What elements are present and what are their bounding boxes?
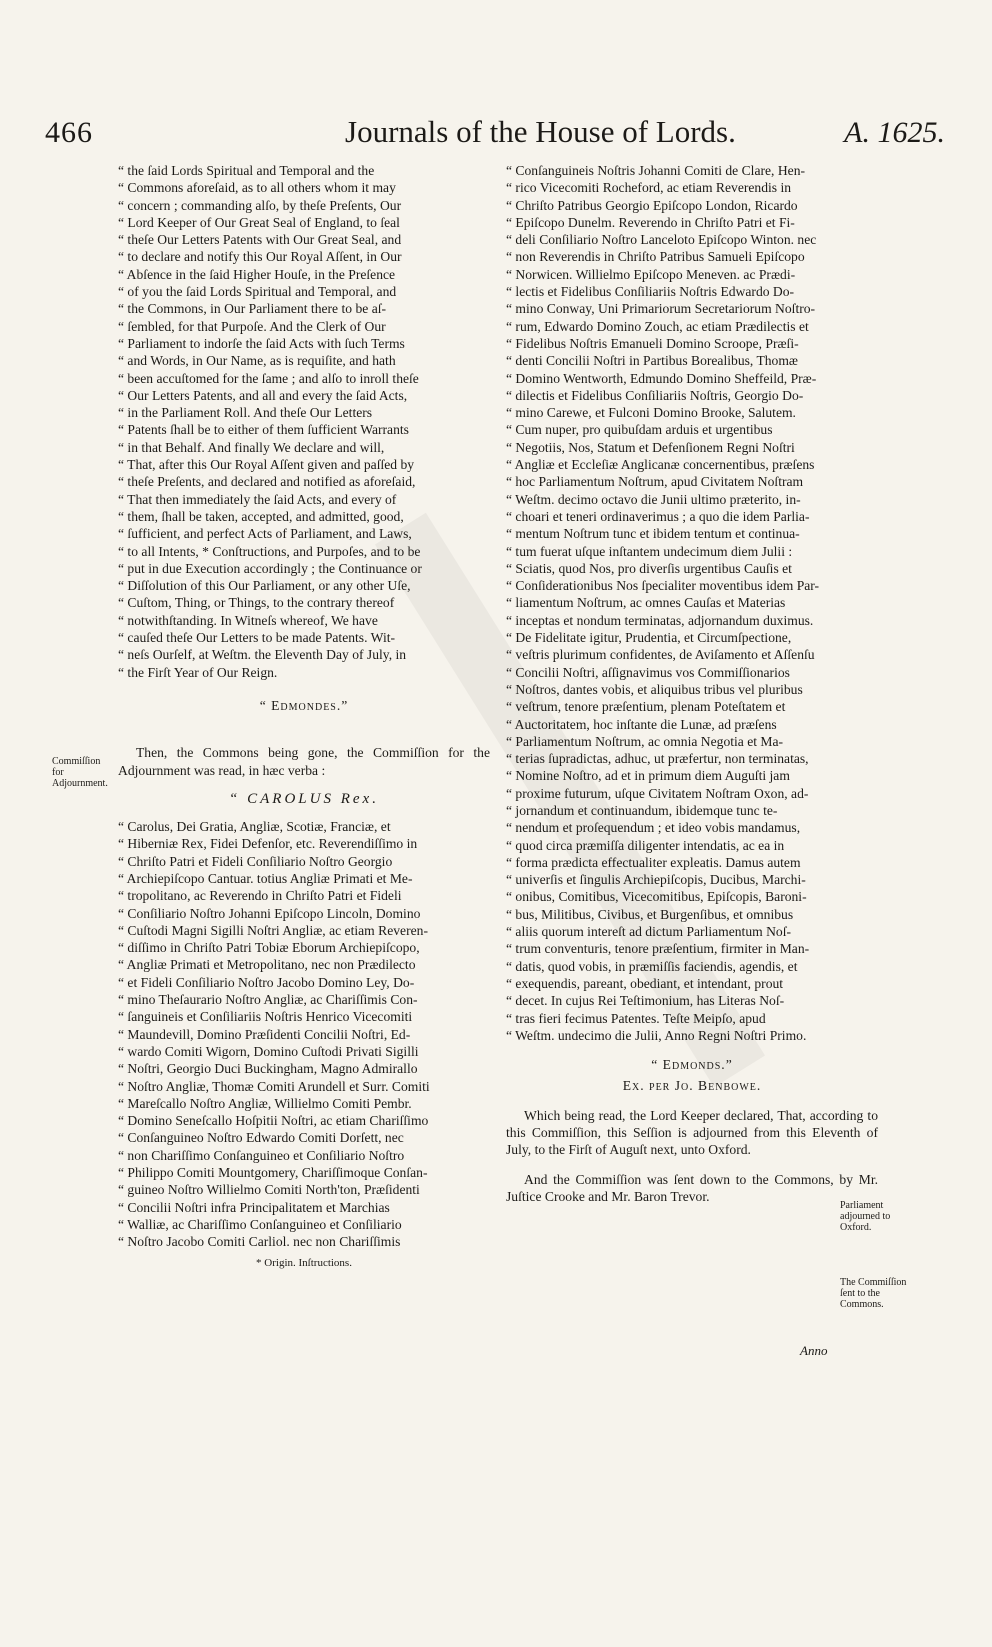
- text-line: “ inceptas et nondum terminatas, adjornandum duximus.: [506, 612, 814, 628]
- spacer: [506, 1159, 878, 1171]
- text-line: “ Norwicen. Willielmo Epiſcopo Meneven. ac Prædi-: [506, 266, 796, 282]
- text-line: “ trum conventuris, tenore præſentium, firmiter in Man-: [506, 941, 810, 957]
- text-line: “ mino Carewe, et Fulconi Domino Brooke, Salutem.: [506, 405, 796, 421]
- text-line: “ Mareſcallo Noſtro Angliæ, Willielmo Comiti Pembr.: [118, 1095, 412, 1111]
- spacer: [506, 1095, 878, 1107]
- text-line: “ quod circa præmiſſa diligenter intendatis, ac ea in: [506, 837, 785, 853]
- page-header: [45, 112, 945, 158]
- adjournment-intro: Then, the Commons being gone, the Commiſſion for the Adjournment was read, in hæc verba :: [118, 745, 490, 778]
- text-line: “ theſe Our Letters Patents with Our Great Seal, and: [118, 232, 402, 248]
- text-line: “ theſe Preſents, and declared and notified as aforeſaid,: [118, 474, 416, 490]
- text-line: “ Cuſtom, Thing, or Things, to the contrary thereof: [118, 595, 395, 611]
- text-line: “ Archiepiſcopo Cantuar. totius Angliæ Primati et Me-: [118, 870, 413, 886]
- text-line: “ Nomine Noſtro, ad et in primum diem Auguſti jam: [506, 768, 790, 784]
- text-line: “ ſufficient, and perfect Acts of Parliament, and Laws,: [118, 526, 412, 542]
- text-line: “ Conſiderationibus Nos ſpecialiter moventibus idem Par-: [506, 578, 820, 594]
- text-line: “ proxime futurum, uſque Civitatem Noſtram Oxon, ad-: [506, 785, 809, 801]
- text-line: “ to all Intents, * Conſtructions, and Purpoſes, and to be: [118, 543, 421, 559]
- text-line: “ Domino Wentworth, Edmundo Domino Sheffeild, Præ-: [506, 370, 817, 386]
- text-line: “ liamentum Noſtrum, ac omnes Cauſas et Materias: [506, 595, 786, 611]
- text-line: “ Commons aforeſaid, as to all others whom it may: [118, 180, 396, 196]
- text-line: “ Concilii Noſtri, aſſignavimus vos Commiſſionarios: [506, 664, 790, 680]
- commission-text: [118, 818, 490, 1250]
- text-line: “ the ſaid Lords Spiritual and Temporal and the: [118, 163, 375, 178]
- text-line: “ Weſtm. undecimo die Julii, Anno Regni Noſtri Primo.: [506, 1027, 807, 1043]
- text-line: “ Noſtri, Georgio Duci Buckingham, Magno Admirallo: [118, 1061, 418, 1077]
- signature-edmonds: “ Edmonds.”: [651, 1057, 733, 1073]
- text-line: “ them, ſhall be taken, accepted, and admitted, good,: [118, 508, 404, 524]
- text-line: “ of you the ſaid Lords Spiritual and Temporal, and: [118, 284, 397, 300]
- footnote: * Origin. Inſtructions.: [256, 1256, 352, 1269]
- text-line: “ forma prædicta effectualiter expleatis. Damus autem: [506, 854, 801, 870]
- text-line: “ onibus, Comitibus, Vicecomitibus, Epiſcopis, Baroni-: [506, 889, 807, 905]
- right-column-text: [506, 162, 878, 1044]
- text-line: “ Conſanguineis Noſtris Johanni Comiti de Clare, Hen-: [506, 163, 806, 178]
- left-column: [118, 162, 490, 1272]
- text-line: “ Weſtm. decimo octavo die Junii ultimo præterito, in-: [506, 491, 801, 507]
- text-line: “ neſs Ourſelf, at Weſtm. the Eleventh Day of July, in: [118, 647, 407, 663]
- text-line: “ Sciatis, quod Nos, pro diverſis urgentibus Cauſis et: [506, 560, 792, 576]
- text-line: “ non Chariſſimo Conſanguineo et Conſiliario Noſtro: [118, 1147, 405, 1163]
- text-line: “ Auctoritatem, hoc inſtante die Lunæ, ad præſens: [506, 716, 777, 732]
- text-line: “ jornandum et continuandum, ibidemque tunc te-: [506, 802, 778, 818]
- text-line: “ decet. In cujus Rei Teſtimonium, has Literas Noſ-: [506, 993, 785, 1009]
- text-line: “ tropolitano, ac Reverendo in Chriſto Patri et Fideli: [118, 888, 402, 904]
- text-line: “ Conſiliario Noſtro Johanni Epiſcopo Lincoln, Domino: [118, 905, 421, 921]
- marginal-note-commission: Commiſſion for Adjournment.: [52, 756, 108, 789]
- text-line: “ Parliament to indorſe the ſaid Acts with ſuch Terms: [118, 335, 405, 351]
- text-line: “ Concilii Noſtri infra Principalitatem et Marchias: [118, 1199, 390, 1215]
- text-line: “ univerſis et ſingulis Archiepiſcopis, Ducibus, Marchi-: [506, 872, 806, 888]
- marginal-note-commission-sent: The Commiſſion ſent to the Commons.: [840, 1277, 907, 1310]
- text-line: “ choari et teneri ordinaverimus ; a quo die idem Parlia-: [506, 508, 810, 524]
- lord-keeper-declaration: Which being read, the Lord Keeper declared, That, according to this Commiſſion, this Seſſion is adjourned from this Eleventh of July, to the Firſt of Auguſt next, unto Oxford.: [506, 1107, 878, 1158]
- text-line: “ Philippo Comiti Mountgomery, Chariſſimoque Conſan-: [118, 1165, 428, 1181]
- text-line: “ the Commons, in Our Parliament there to be aſ-: [118, 301, 387, 317]
- text-line: “ veſtris plurimum confidentes, de Aviſamento et Aſſenſu: [506, 647, 815, 663]
- text-line: “ in the Parliament Roll. And theſe Our Letters: [118, 405, 373, 421]
- text-line: “ concern ; commanding alſo, by theſe Preſents, Our: [118, 197, 402, 213]
- text-line: “ Abſence in the ſaid Higher Houſe, in the Preſence: [118, 266, 396, 282]
- text-line: “ Chriſto Patribus Georgio Epiſcopo London, Ricardo: [506, 197, 798, 213]
- text-line: “ aliis quorum intereſt ad dictum Parliamentum Noſ-: [506, 924, 792, 940]
- text-line: “ wardo Comiti Wigorn, Domino Cuſtodi Privati Sigilli: [118, 1043, 419, 1059]
- text-line: “ bus, Militibus, Civibus, et Burgenſibus, et omnibus: [506, 906, 794, 922]
- text-line: “ non Reverendis in Chriſto Patribus Samueli Epiſcopo: [506, 249, 805, 265]
- text-line: “ ſanguineis et Conſiliariis Noſtris Henrico Vicecomiti: [118, 1009, 413, 1025]
- text-line: “ cauſed theſe Our Letters to be made Patents. Wit-: [118, 630, 396, 646]
- marginal-note-parliament-adjourned: Parliament adjourned to Oxford.: [840, 1200, 891, 1233]
- text-line: “ Diſſolution of this Our Parliament, or any other Uſe,: [118, 578, 411, 594]
- text-line: “ to declare and notify this Our Royal Aſſent, in Our: [118, 249, 402, 265]
- text-line: “ Cuſtodi Magni Sigilli Noſtri Angliæ, ac etiam Reveren-: [118, 922, 428, 938]
- text-line: “ ſembled, for that Purpoſe. And the Clerk of Our: [118, 318, 386, 334]
- text-line: “ nendum et proſequendum ; et ideo vobis mandamus,: [506, 820, 801, 836]
- left-column-text: [118, 162, 490, 681]
- text-line: “ put in due Execution accordingly ; the Continuance or: [118, 560, 422, 576]
- catchword: Anno: [800, 1343, 828, 1358]
- text-line: “ Noſtro Jacobo Comiti Carliol. nec non Chariſſimis: [118, 1234, 401, 1250]
- right-column: [506, 162, 878, 1205]
- text-line: “ That then immediately the ſaid Acts, and every of: [118, 491, 397, 507]
- text-line: “ veſtrum, tenore præſentium, plenam Poteſtatem et: [506, 699, 786, 715]
- text-line: “ lectis et Fidelibus Conſiliariis Noſtris Edwardo Do-: [506, 284, 795, 300]
- ex-per-benbowe: Ex. per Jo. Benbowe.: [622, 1078, 762, 1094]
- text-line: “ terias ſupradictas, adhuc, ut præfertur, non terminatas,: [506, 751, 809, 767]
- text-line: “ dilectis et Fidelibus Conſiliariis Noſtris, Georgio Do-: [506, 387, 804, 403]
- text-line: “ Cum nuper, pro quibuſdam arduis et urgentibus: [506, 422, 773, 438]
- text-line: “ mino Conway, Uni Primariorum Secretariorum Noſtro-: [506, 301, 816, 317]
- text-line: “ tras fieri fecimus Patentes. Teſte Meipſo, apud: [506, 1010, 766, 1026]
- text-line: “ rico Vicecomiti Rocheford, ac etiam Reverendis in: [506, 180, 792, 196]
- text-line: “ Angliæ Primati et Metropolitano, nec non Prædilecto: [118, 957, 416, 973]
- text-line: “ Fidelibus Noſtris Emanueli Domino Scroope, Præſi-: [506, 335, 799, 351]
- text-line: “ Patents ſhall be to either of them ſufficient Warrants: [118, 422, 409, 438]
- text-line: “ mentum Noſtrum tunc et ibidem tentum et continua-: [506, 526, 800, 542]
- text-line: “ Maundevill, Domino Præſidenti Concilii Noſtri, Ed-: [118, 1026, 411, 1042]
- text-line: “ denti Concilii Noſtri in Partibus Borealibus, Thomæ: [506, 353, 798, 369]
- text-line: “ guineo Noſtro Willielmo Comiti North'ton, Præſidenti: [118, 1182, 420, 1198]
- text-line: “ Conſanguineo Noſtro Edwardo Comiti Dorſett, nec: [118, 1130, 404, 1146]
- page-year: A. 1625.: [844, 116, 945, 149]
- text-line: “ Carolus, Dei Gratia, Angliæ, Scotiæ, Franciæ, et: [118, 819, 391, 835]
- text-line: “ rum, Edwardo Domino Zouch, ac etiam Prædilectis et: [506, 318, 809, 334]
- text-line: “ De Fidelitate igitur, Prudentia, et Circumſpectione,: [506, 630, 792, 646]
- text-line: “ Epiſcopo Dunelm. Reverendo in Chriſto Patri et Fi-: [506, 214, 795, 230]
- text-line: “ exequendis, pareant, obediant, et intendant, prout: [506, 975, 784, 991]
- text-line: “ deli Conſiliario Noſtro Lanceloto Epiſcopo Winton. nec: [506, 232, 817, 248]
- text-line: “ Hiberniæ Rex, Fidei Defenſor, etc. Reverendiſſimo in: [118, 836, 418, 852]
- text-line: “ Angliæ et Eccleſiæ Anglicanæ concernentibus, præſens: [506, 457, 815, 473]
- text-line: “ Lord Keeper of Our Great Seal of England, to ſeal: [118, 214, 400, 230]
- text-line: “ Negotiis, Nos, Statum et Defenſionem Regni Noſtri: [506, 439, 795, 455]
- text-line: “ in that Behalf. And finally We declare and will,: [118, 439, 385, 455]
- commission-sent-paragraph: And the Commiſſion was ſent down to the Commons, by Mr. Juſtice Crooke and Mr. Baron Trevor.: [506, 1171, 878, 1204]
- text-line: “ tum fuerat uſque inſtantem undecimum diem Julii :: [506, 543, 793, 559]
- text-line: “ diſſimo in Chriſto Patri Tobiæ Eborum Archiepiſcopo,: [118, 940, 420, 956]
- text-line: “ Noſtros, dantes vobis, et aliquibus tribus vel pluribus: [506, 681, 803, 697]
- text-line: “ Our Letters Patents, and all and every the ſaid Acts,: [118, 387, 408, 403]
- text-line: “ and Words, in Our Name, as is requiſite, and hath: [118, 353, 396, 369]
- text-line: “ hoc Parliamentum Noſtrum, apud Civitatem Noſtram: [506, 474, 804, 490]
- text-line: “ That, after this Our Royal Aſſent given and paſſed by: [118, 457, 415, 473]
- text-line: “ Chriſto Patri et Fideli Conſiliario Noſtro Georgio: [118, 853, 393, 869]
- text-line: “ Walliæ, ac Chariſſimo Conſanguineo et Conſiliario: [118, 1216, 402, 1232]
- text-line: “ notwithſtanding. In Witneſs whereof, We have: [118, 612, 378, 628]
- text-line: “ Domino Seneſcallo Hoſpitii Noſtri, ac etiam Chariſſimo: [118, 1113, 429, 1129]
- signature-edmondes: “ Edmondes.”: [259, 697, 349, 713]
- text-line: “ et Fideli Conſiliario Noſtro Jacobo Domino Ley, Do-: [118, 974, 415, 990]
- text-line: “ datis, quod vobis, in præmiſſis faciendis, agendis, et: [506, 958, 798, 974]
- running-title: Journals of the House of Lords.: [345, 114, 736, 149]
- text-line: “ Noſtro Angliæ, Thomæ Comiti Arundell et Surr. Comiti: [118, 1078, 430, 1094]
- text-line: “ mino Theſaurario Noſtro Angliæ, ac Chariſſimis Con-: [118, 992, 418, 1008]
- carolus-rex-heading: “ CAROLUS Rex.: [229, 790, 379, 807]
- text-line: “ Parliamentum Noſtrum, ac omnia Negotia et Ma-: [506, 733, 784, 749]
- text-line: “ been accuſtomed for the ſame ; and alſo to inroll theſe: [118, 370, 419, 386]
- text-line: “ the Firſt Year of Our Reign.: [118, 664, 278, 680]
- page-number: 466: [45, 116, 93, 149]
